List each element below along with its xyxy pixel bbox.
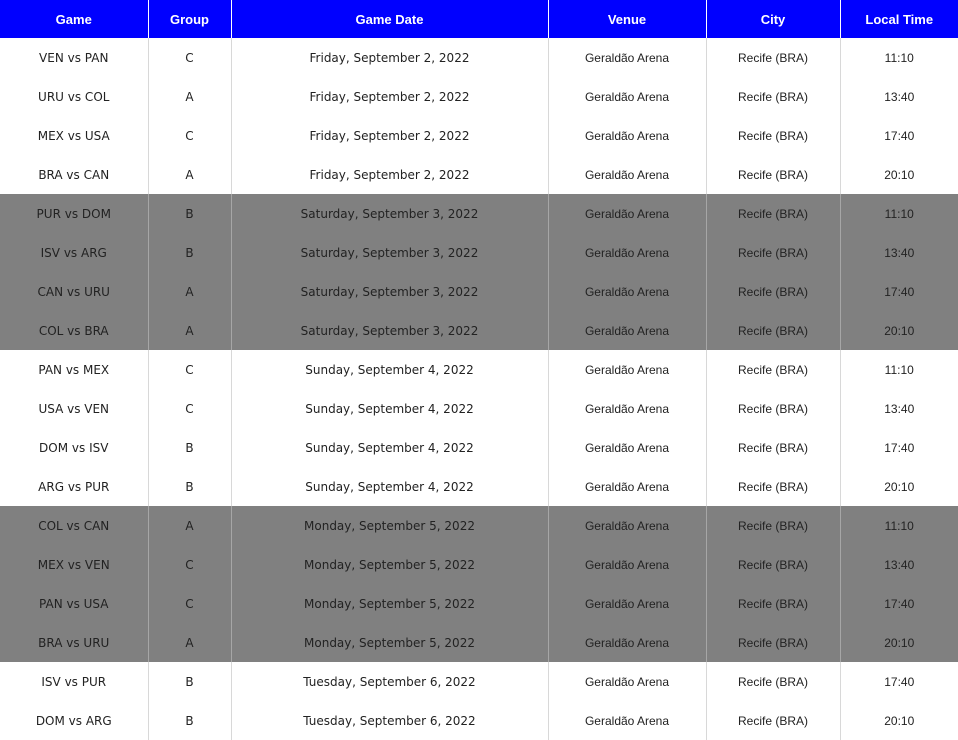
group-cell: A	[148, 155, 231, 194]
group-cell: C	[148, 38, 231, 77]
game-cell: USA vs VEN	[0, 389, 148, 428]
city-cell: Recife (BRA)	[706, 233, 840, 272]
venue-cell: Geraldão Arena	[548, 584, 706, 623]
table-row	[0, 389, 958, 428]
venue-cell: Geraldão Arena	[548, 77, 706, 116]
venue-cell: Geraldão Arena	[548, 194, 706, 233]
game-cell: DOM vs ARG	[0, 701, 148, 740]
game-cell: ARG vs PUR	[0, 467, 148, 506]
venue-cell: Geraldão Arena	[548, 350, 706, 389]
game-date-cell: Sunday, September 4, 2022	[231, 350, 548, 389]
game-cell: URU vs COL	[0, 77, 148, 116]
game-date-cell: Sunday, September 4, 2022	[231, 389, 548, 428]
local-time-cell: 11:10	[884, 362, 914, 377]
game-cell: BRA vs URU	[0, 623, 148, 662]
local-time-cell: 17:40	[884, 128, 915, 143]
header-local-time: Local Time	[840, 0, 958, 38]
city-cell: Recife (BRA)	[706, 311, 840, 350]
group-cell: C	[148, 389, 231, 428]
venue-cell: Geraldão Arena	[548, 155, 706, 194]
group-cell: B	[148, 701, 231, 740]
table-row	[0, 77, 958, 116]
game-cell: PUR vs DOM	[0, 194, 148, 233]
game-date-cell: Sunday, September 4, 2022	[231, 428, 548, 467]
venue-cell: Geraldão Arena	[548, 311, 706, 350]
game-date-cell: Friday, September 2, 2022	[231, 38, 548, 77]
group-cell: C	[148, 116, 231, 155]
game-date-cell: Saturday, September 3, 2022	[231, 272, 548, 311]
local-time-cell: 13:40	[840, 545, 958, 584]
game-cell: DOM vs ISV	[0, 428, 148, 467]
venue-cell: Geraldão Arena	[548, 272, 706, 311]
group-cell: B	[148, 233, 231, 272]
group-cell: B	[148, 467, 231, 506]
city-cell: Recife (BRA)	[706, 701, 840, 740]
city-cell: Recife (BRA)	[706, 155, 840, 194]
game-date-cell: Friday, September 2, 2022	[231, 77, 548, 116]
game-date-cell: Friday, September 2, 2022	[231, 116, 548, 155]
table-body	[0, 38, 958, 740]
venue-cell: Geraldão Arena	[548, 233, 706, 272]
header-venue: Venue	[548, 0, 706, 38]
venue-cell: Geraldão Arena	[548, 506, 706, 545]
local-time-cell: 11:10	[840, 506, 958, 545]
group-cell: B	[148, 194, 231, 233]
game-cell: MEX vs VEN	[0, 545, 148, 584]
city-cell: Recife (BRA)	[706, 116, 840, 155]
table-row	[0, 623, 958, 662]
local-time-cell: 11:10	[884, 50, 914, 65]
game-cell: COL vs CAN	[0, 506, 148, 545]
table-row	[0, 116, 958, 155]
local-time-cell: 17:40	[884, 674, 915, 689]
venue-cell: Geraldão Arena	[548, 701, 706, 740]
game-date-cell: Saturday, September 3, 2022	[231, 233, 548, 272]
game-cell: ISV vs ARG	[0, 233, 148, 272]
game-cell: PAN vs MEX	[0, 350, 148, 389]
header-group: Group	[148, 0, 231, 38]
table-row	[0, 272, 958, 311]
game-cell: CAN vs URU	[0, 272, 148, 311]
local-time-cell: 13:40	[884, 89, 915, 104]
venue-cell: Geraldão Arena	[548, 545, 706, 584]
header-game-date: Game Date	[231, 0, 548, 38]
group-cell: A	[148, 272, 231, 311]
group-cell: C	[148, 350, 231, 389]
game-date-cell: Monday, September 5, 2022	[231, 506, 548, 545]
header-game: Game	[0, 0, 148, 38]
venue-cell: Geraldão Arena	[548, 428, 706, 467]
game-cell: ISV vs PUR	[0, 662, 148, 701]
group-cell: A	[148, 77, 231, 116]
local-time-cell: 20:10	[884, 167, 915, 182]
city-cell: Recife (BRA)	[706, 389, 840, 428]
game-cell: BRA vs CAN	[0, 155, 148, 194]
table-row	[0, 584, 958, 623]
game-date-cell: Sunday, September 4, 2022	[231, 467, 548, 506]
city-cell: Recife (BRA)	[706, 38, 840, 77]
game-cell: COL vs BRA	[0, 311, 148, 350]
game-date-cell: Monday, September 5, 2022	[231, 545, 548, 584]
table-row	[0, 233, 958, 272]
game-date-cell: Monday, September 5, 2022	[231, 584, 548, 623]
header-row	[0, 0, 958, 38]
group-cell: B	[148, 662, 231, 701]
table-row	[0, 350, 958, 389]
local-time-cell: 17:40	[840, 584, 958, 623]
city-cell: Recife (BRA)	[706, 350, 840, 389]
group-cell: C	[148, 584, 231, 623]
game-date-cell: Saturday, September 3, 2022	[231, 311, 548, 350]
local-time-cell: 20:10	[884, 713, 915, 728]
local-time-cell: 17:40	[884, 440, 915, 455]
group-cell: C	[148, 545, 231, 584]
city-cell: Recife (BRA)	[706, 467, 840, 506]
table-row	[0, 506, 958, 545]
game-cell: MEX vs USA	[0, 116, 148, 155]
venue-cell: Geraldão Arena	[548, 38, 706, 77]
city-cell: Recife (BRA)	[706, 428, 840, 467]
table-row	[0, 311, 958, 350]
table-row	[0, 155, 958, 194]
local-time-cell: 20:10	[840, 623, 958, 662]
game-cell: PAN vs USA	[0, 584, 148, 623]
game-date-cell: Tuesday, September 6, 2022	[231, 662, 548, 701]
city-cell: Recife (BRA)	[706, 506, 840, 545]
game-date-cell: Tuesday, September 6, 2022	[231, 701, 548, 740]
venue-cell: Geraldão Arena	[548, 467, 706, 506]
table-row	[0, 194, 958, 233]
table-row	[0, 428, 958, 467]
table-row	[0, 545, 958, 584]
city-cell: Recife (BRA)	[706, 584, 840, 623]
group-cell: A	[148, 311, 231, 350]
table-row	[0, 662, 958, 701]
group-cell: A	[148, 623, 231, 662]
game-date-cell: Monday, September 5, 2022	[231, 623, 548, 662]
local-time-cell: 11:10	[840, 194, 958, 233]
table-row	[0, 701, 958, 740]
game-date-cell: Saturday, September 3, 2022	[231, 194, 548, 233]
local-time-cell: 13:40	[840, 233, 958, 272]
table-row	[0, 38, 958, 77]
city-cell: Recife (BRA)	[706, 194, 840, 233]
venue-cell: Geraldão Arena	[548, 623, 706, 662]
game-cell: VEN vs PAN	[0, 38, 148, 77]
venue-cell: Geraldão Arena	[548, 116, 706, 155]
city-cell: Recife (BRA)	[706, 545, 840, 584]
game-date-cell: Friday, September 2, 2022	[231, 155, 548, 194]
group-cell: B	[148, 428, 231, 467]
city-cell: Recife (BRA)	[706, 272, 840, 311]
local-time-cell: 20:10	[840, 311, 958, 350]
table-row	[0, 467, 958, 506]
city-cell: Recife (BRA)	[706, 623, 840, 662]
group-cell: A	[148, 506, 231, 545]
local-time-cell: 20:10	[884, 479, 915, 494]
city-cell: Recife (BRA)	[706, 77, 840, 116]
local-time-cell: 13:40	[884, 401, 915, 416]
header-city: City	[706, 0, 840, 38]
local-time-cell: 17:40	[840, 272, 958, 311]
city-cell: Recife (BRA)	[706, 662, 840, 701]
venue-cell: Geraldão Arena	[548, 389, 706, 428]
table-header	[0, 0, 958, 38]
venue-cell: Geraldão Arena	[548, 662, 706, 701]
